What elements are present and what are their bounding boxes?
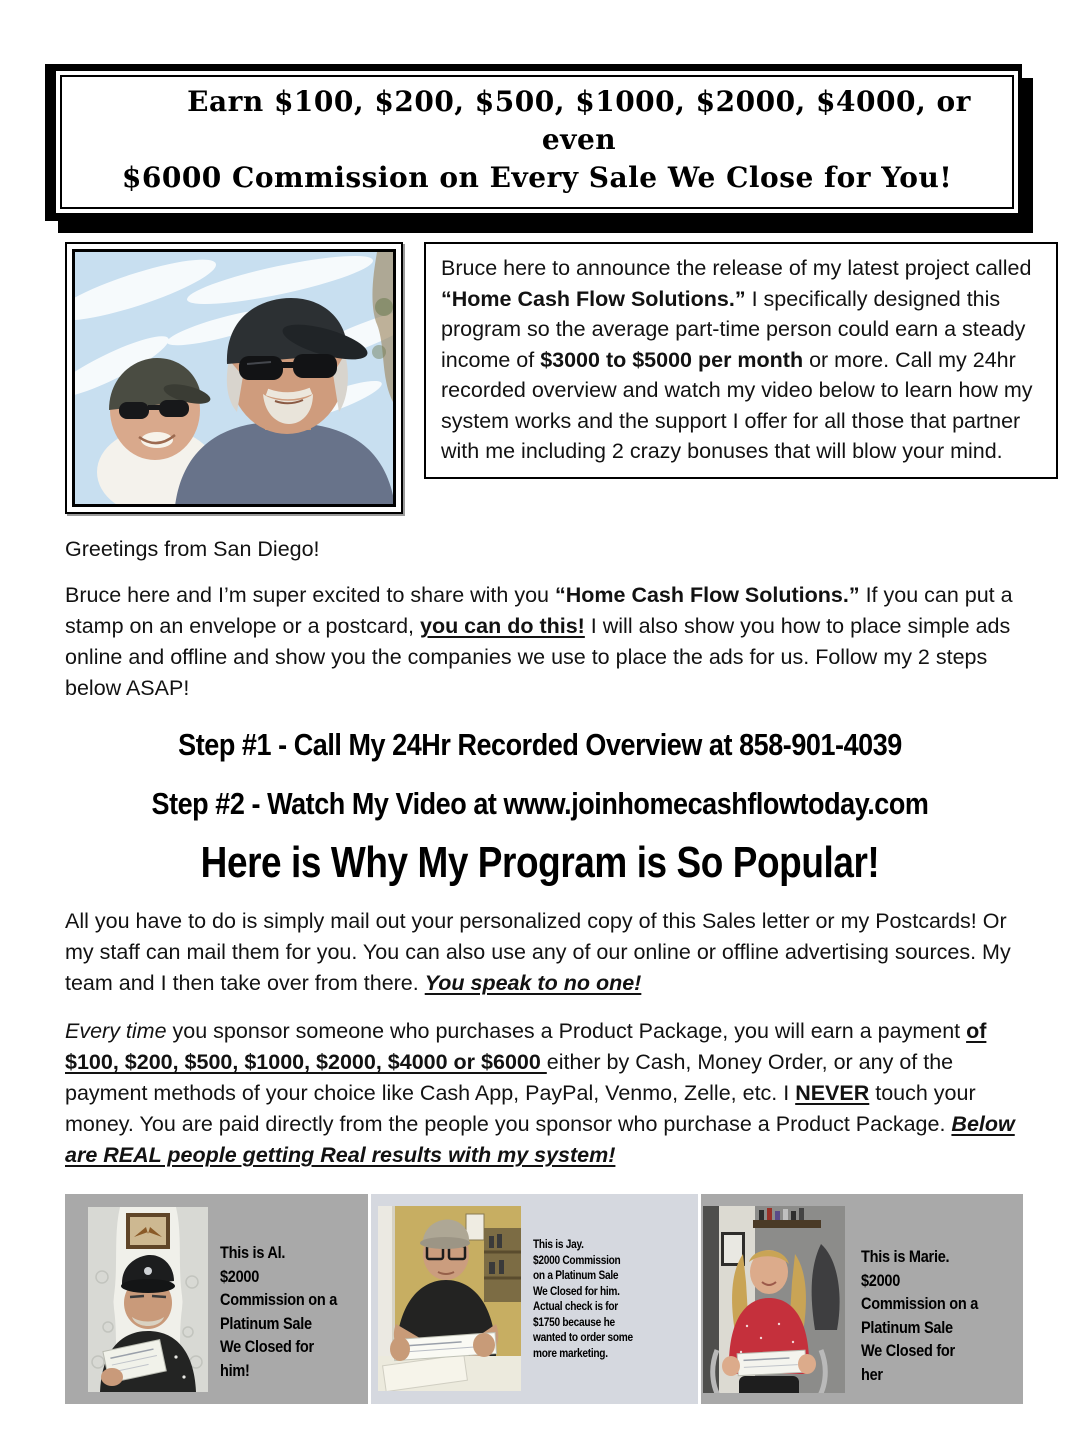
text-line: This is Marie. [861,1248,950,1266]
step-1-line: Step #1 - Call My 24Hr Recorded Overview at 858-901-4039 [178,727,902,762]
text-run: I will also show you how to place simple ads online and offline and show you the companies we use to place the ads for us. Follow my 2 steps below ASAP! [65,614,1011,700]
headline-line-2: $6000 Commission on Every Sale We Close for You! [121,161,953,194]
text-line: We Closed for [220,1338,314,1356]
testimonial-panel-al [65,1194,368,1404]
text-line: Platinum Sale [861,1318,953,1337]
jay-photo-wrap [378,1206,521,1391]
selfie-photo [75,252,393,504]
paragraph-payment [65,1016,1022,1171]
text-line: We Closed for him. [533,1285,620,1298]
testimonial-text-marie [861,1246,978,1387]
greeting-line: Greetings from San Diego! [65,537,320,561]
text-run: You speak to no one! [424,971,642,995]
text-line: We Closed for [861,1342,955,1360]
text-line: Platinum Sale [220,1314,312,1333]
text-line: $1750 because he [533,1316,615,1329]
text-line: more marketing. [533,1347,608,1360]
headline-banner-frame [45,64,1022,221]
text-run: Bruce here and I’m super excited to share with you [65,583,555,607]
popular-heading: Here is Why My Program is So Popular! [200,838,880,887]
text-run: I specifically designed this program so the average part-time person could earn a steady income of [441,286,1026,372]
text-run: NEVER [795,1081,870,1105]
text-run: All you have to do is simply mail out your personalized copy of this Sales letter or my Postcards! Or my staff can mail them for you. You can also use any of our online or offline advertising sources. My team and I then take over from there. [65,909,1011,995]
text-run: Below are REAL people getting Real results with my system! [65,1112,1015,1167]
text-run: of $100, $200, $500, $1000, $2000, $4000 or $6000 [65,1019,987,1074]
selfie-photo-inner [72,249,396,507]
headline-line-1: Earn $100, $200, $500, $1000, $2000, $4000, or even [187,85,971,156]
sales-letter-page [0,64,1080,1455]
testimonial-text-jay [533,1238,633,1362]
text-line: This is Al. [220,1244,286,1262]
paragraph-mail [65,906,1022,999]
intro-row [65,242,1058,514]
step-2-line: Step #2 - Watch My Video at www.joinhomecashflowtoday.com [151,786,929,821]
testimonial-panel-marie [701,1194,1023,1404]
headline-text [60,75,1014,209]
text-run: $3000 to $5000 per month [540,347,804,372]
intro-text-box [424,242,1058,479]
text-line: on a Platinum Sale [533,1270,619,1282]
text-line: $2000 Commission [533,1254,621,1267]
text-line: him! [220,1361,250,1380]
text-line: $2000 [861,1271,901,1290]
text-line: wanted to order some [533,1332,633,1344]
text-run: “Home Cash Flow Solutions.” [554,583,860,607]
paragraph-share [65,580,1022,704]
text-line: $2000 [220,1267,260,1286]
al-photo [88,1207,208,1392]
text-run: Bruce here to announce the release of my latest project called [441,256,1032,280]
text-line: Commission on a [220,1291,338,1309]
headline-banner [45,64,1022,221]
testimonial-panels [65,1194,1080,1404]
marie-photo [703,1206,845,1393]
text-line: her [861,1365,883,1384]
text-run: either by Cash, Money Order, or any of the payment methods of your choice like Cash App, PayPal, Venmo, Zelle, etc. I [65,1050,954,1105]
text-line: Actual check is for [533,1301,618,1313]
text-run: “Home Cash Flow Solutions.” [441,286,746,311]
text-line: This is Jay. [533,1239,584,1251]
text-run: If you can put a stamp on an envelope or a postcard, [65,583,1013,638]
testimonial-text-al [220,1242,337,1383]
text-line: Commission on a [861,1295,979,1313]
testimonial-panel-jay [371,1194,698,1404]
text-run: you can do this! [419,614,585,638]
jay-photo [378,1206,521,1391]
marie-photo-wrap [703,1206,845,1393]
text-run: or more. Call my 24hr recorded overview and watch my video below to learn how my system works and the support I offer for all those that partner with me including 2 crazy bonuses that will blow your mind. [441,347,1033,463]
text-run: Every time [65,1019,167,1043]
text-run: touch your money. You are paid directly from the people you sponsor who purchase a Product Package. [65,1081,976,1136]
selfie-photo-frame [65,242,403,514]
text-run: you sponsor someone who purchases a Product Package, you will earn a payment [166,1019,967,1043]
al-photo-wrap [88,1207,208,1392]
